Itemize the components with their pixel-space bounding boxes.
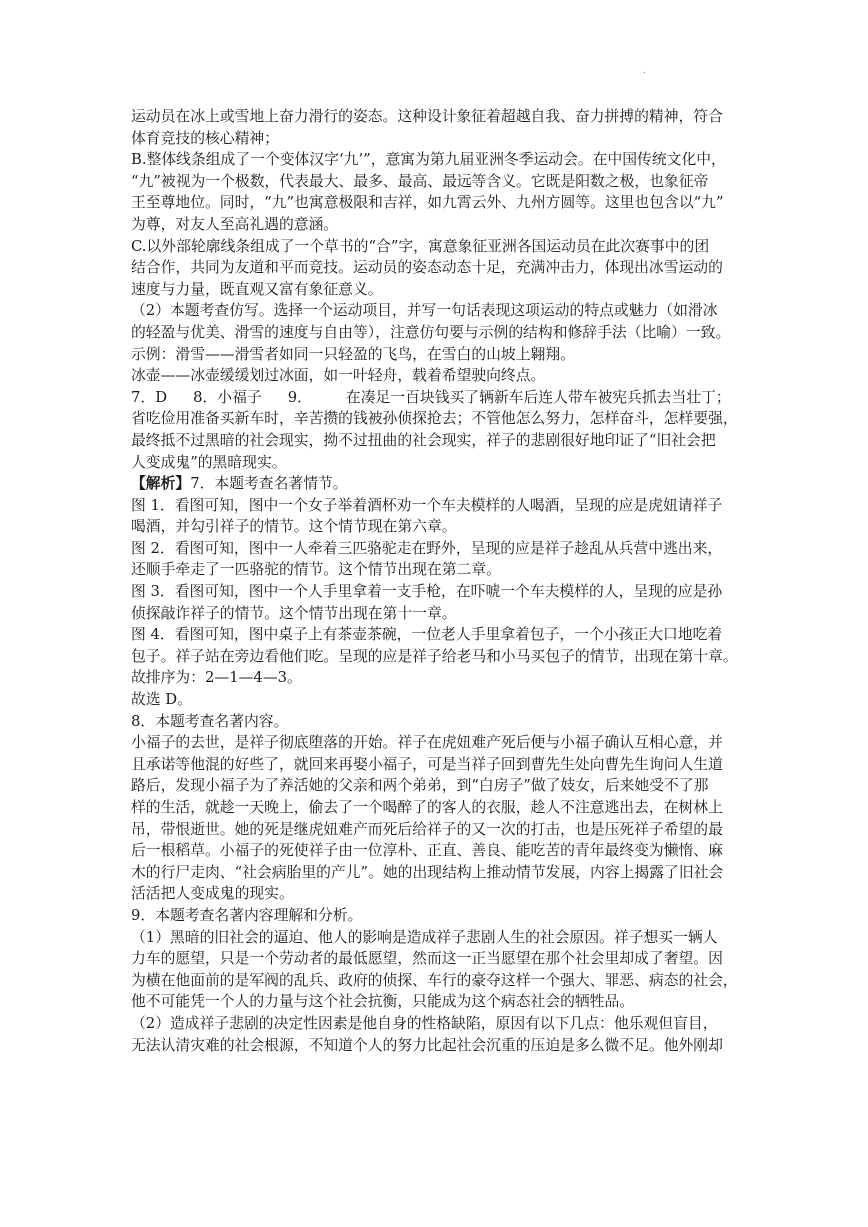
text-line: 图 4．看图可知，图中桌子上有茶壶茶碗，一位老人手里拿着包子，一个小孩正大口地吃着 [131, 626, 723, 644]
text-line: 运动员在冰上或雪地上奋力滑行的姿态。这种设计象征着超越自我、奋力拼搏的精神，符合 [131, 108, 723, 125]
text-line: 侦探敲诈祥子的情节。这个情节出现在第十一章。 [131, 604, 457, 622]
analysis-line [131, 473, 751, 495]
text-line: 故排序为：2—1—4—3。 [131, 669, 302, 687]
text-line: 后一根稻草。小福子的死使祥子由一位淳朴、正直、善良、能吃苦的青年最终变为懒惰、麻 [131, 842, 723, 860]
text-line: C.以外部轮廓线条组成了一个草书的“合”字，寓意象征亚洲各国运动员在此次赛事中的团 [131, 237, 710, 255]
text-line: 省吃俭用准备买新车时，辛苦攒的钱被孙侦探抢去；不管他怎么努力，怎样奋斗，怎样要强， [131, 410, 738, 428]
text-line: （1）黑暗的旧社会的逼迫、他人的影响是造成祥子悲剧人生的社会原因。祥子想买一辆人 [131, 928, 718, 946]
text-line: 的轻盈与优美、滑雪的速度与自由等），注意仿句要与示例的结构和修辞手法（比喻）一致。 [131, 323, 731, 341]
text-line: 结合作，共同为友道和平而竞技。运动员的姿态动态十足，充满冲击力，体现出冰雪运动的 [131, 259, 723, 277]
text-line: 体育竞技的核心精神； [131, 129, 279, 147]
answer-q9-text: 在凑足一百块钱买了辆新车后连人带车被宪兵抓去当壮丁； [345, 388, 731, 406]
text-line: 吊，带恨逝世。她的死是继虎妞难产而死后给祥子的又一次的打击，也是压死祥子希望的最 [131, 820, 723, 838]
text-line: 故选 D。 [131, 691, 192, 709]
text-line: （2）本题考查仿写。选择一个运动项目，并写一句话表现这项运动的特点或魅力（如滑冰 [131, 302, 718, 320]
text-line: 冰壶——冰壶缓缓划过冰面，如一叶轻舟，载着希望驶向终点。 [131, 367, 546, 385]
text-line: B.整体线条组成了一个变体汉字‘九’”，意寓为第九届亚洲冬季运动会。在中国传统文化中， [131, 151, 726, 169]
answer-q8: 8．小福子 [193, 388, 262, 406]
text-line: 他不可能凭一个人的力量与这个社会抗衡，只能成为这个病态社会的牺牲品。 [131, 993, 635, 1011]
text-line: 8．本题考查名著内容。 [131, 712, 289, 730]
text-line: 图 2．看图可知，图中一人牵着三匹骆驼走在野外，呈现的应是祥子趁乱从兵营中逃出来， [131, 539, 723, 557]
text-line: 人变成鬼”的黑暗现实。 [131, 453, 287, 471]
text-line: 力车的愿望，只是一个劳动者的最低愿望，然而这一正当愿望在那个社会里却成了奢望。因 [131, 950, 723, 968]
text-line: 无法认清灾难的社会根源，不知道个人的努力比起社会沉重的压迫是多么微不足。他外刚却 [131, 1036, 723, 1054]
text-line: 且承诺等他混的好些了，就回来再娶小福子，可是当祥子回到曹先生处向曹先生询问人生道 [131, 755, 723, 773]
analysis-text: 7．本题考查名著情节。 [190, 475, 348, 493]
answer-q7: 7．D [131, 388, 168, 406]
text-line: 王至尊地位。同时，“九”也寓意极限和吉祥，如九霄云外、九州方圆等。这里也包含以“九” [131, 194, 724, 212]
text-line: 喝酒，并勾引祥子的情节。这个情节现在第六章。 [131, 518, 457, 536]
text-line: 样的生活，就趁一天晚上，偷去了一个喝醉了的客人的衣服，趁人不注意逃出去，在树林上 [131, 799, 723, 816]
text-line: 路后，发现小福子为了养活她的父亲和两个弟弟，到“白房子”做了妓女，后来她受不了那 [131, 777, 709, 795]
text-line: 为尊，对友人至高礼遇的意涵。 [131, 215, 339, 233]
text-line: 图 3．看图可知，图中一个人手里拿着一支手枪，在吓唬一个车夫模样的人，呈现的应是孙 [131, 583, 723, 601]
text-line: “九”被视为一个极数，代表最大、最多、最高、最远等含义。它既是阳数之极，也象征帝 [131, 172, 709, 190]
text-line: 示例：滑雪——滑雪者如同一只轻盈的飞鸟，在雪白的山坡上翱翔。 [131, 345, 575, 363]
text-line: （2）造成祥子悲剧的决定性因素是他自身的性格缺陷，原因有以下几点：他乐观但盲目， [131, 1014, 718, 1032]
text-line: 还顺手牵走了一匹骆驼的情节。这个情节出现在第二章。 [131, 561, 501, 579]
text-line: 木的行尸走肉、“社会病胎里的产儿”。她的出现结构上推动情节发展，内容上揭露了旧社会 [131, 863, 724, 881]
text-line: 速度与力量，既直观又富有象征意义。 [131, 280, 383, 298]
text-line: 活活把人变成鬼的现实。 [131, 885, 294, 903]
answer-q9-number: 9． [287, 388, 312, 406]
analysis-label: 【解析】 [131, 475, 191, 493]
document-body [131, 106, 751, 1056]
text-line: 最终抵不过黑暗的社会现实，拗不过扭曲的社会现实，祥子的悲剧很好地印证了“旧社会把 [131, 431, 716, 449]
text-line: 小福子的去世，是祥子彻底堕落的开始。祥子在虎妞难产死后便与小福子确认互相心意，并 [131, 734, 723, 752]
text-line: 包子。祥子站在旁边看他们吃。呈现的应是祥子给老马和小马买包子的情节，出现在第十章。 [131, 647, 738, 665]
text-line: 为横在他面前的是军阀的乱兵、政府的侦探、车行的豪夺这样一个强大、罪恶、病态的社会， [131, 971, 738, 989]
answer-line [131, 387, 751, 409]
corner-mark: . [643, 66, 646, 76]
text-line: 9．本题考查名著内容理解和分析。 [131, 906, 363, 924]
text-line: 图 1．看图可知，图中一个女子举着酒杯劝一个车夫模样的人喝酒，呈现的应是虎妞请祥子 [131, 496, 723, 514]
